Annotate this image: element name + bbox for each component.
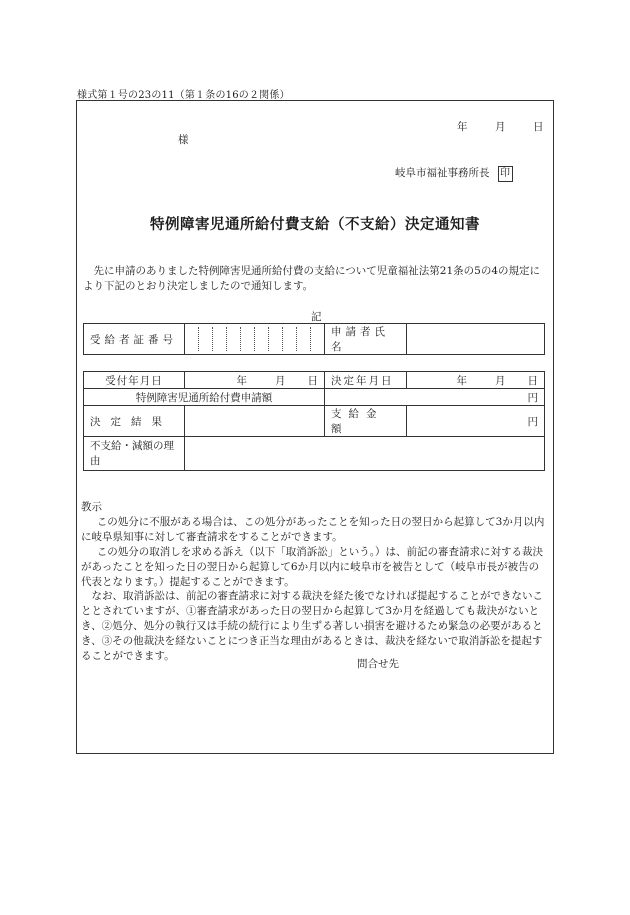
received-day: 日 [307,374,318,387]
recipient-number-field[interactable] [185,324,325,355]
date-month: 月 [495,121,506,133]
recipient-number-label: 受給者証番号 [84,324,185,355]
decision-year: 年 [456,374,467,387]
ki-heading: 記 [311,311,322,323]
received-date-label: 受付年月日 [84,372,185,389]
claim-amount-label: 特例障害児通所給付費申請額 [84,389,325,406]
payment-amount-label: 支給金額 [325,406,407,437]
date-year: 年 [457,121,468,133]
decision-table [83,371,545,471]
notice-heading: 教示 [81,501,102,513]
recipient-table [83,323,545,355]
decision-month: 月 [495,374,506,387]
result-field[interactable] [185,406,325,437]
form-reference: 様式第１号の23の11（第１条の16の２関係） [77,90,290,101]
decision-day: 日 [527,374,538,387]
received-year: 年 [236,374,247,387]
recipient-number-boxes [185,327,324,351]
seal-mark: 印 [498,166,513,182]
decision-date-field[interactable] [407,372,545,389]
issuer-name: 岐阜市福祉事務所長 [395,167,490,179]
result-label: 決定結果 [84,406,185,437]
addressee-suffix: 様 [178,134,189,146]
notice-paragraph-3: なお、取消訴訟は、前記の審査請求に対する裁決を経た後でなければ提起することができないこととされていますが、①審査請求があった日の翌日から起算して3か月を経過しても裁決がないとき、②処分、処分の執行又は手続の続行により生ずる著しい損害を避けるため緊急の必要があるとき、③その他裁決を経ないことにつき正当な理由があるときは、裁決を経ないで取消訴訟を提起することができます。 [81,590,543,662]
payment-yen-unit: 円 [527,415,538,428]
reason-label: 不支給・減額の理由 [84,437,185,471]
claim-yen-unit: 円 [527,391,538,404]
reason-field[interactable] [185,437,545,471]
notice-paragraph-1: この処分に不服がある場合は、この処分があったことを知った日の翌日から起算して3か月以内に岐阜県知事に対して審査請求をすることができます。 [81,516,545,543]
document-title: 特例障害児通所給付費支給（不支給）決定通知書 [150,216,480,233]
issuer-line [395,165,513,182]
claim-amount-field[interactable] [325,389,545,406]
applicant-name-label: 申請者氏名 [325,324,407,355]
received-month: 月 [275,374,286,387]
applicant-name-field[interactable] [407,324,545,355]
notice-paragraph-2: この処分の取消しを求める訴え（以下「取消訴訟」という。）は、前記の審査請求に対する裁決があったことを知った日の翌日から起算して6か月以内に岐阜市を被告として（岐阜市長が被告の代表となります。）提起することができます。 [81,546,543,588]
received-date-field[interactable] [185,372,325,389]
intro-paragraph: 先に申請のありました特例障害児通所給付費の支給について児童福祉法第21条の5の4の規定により下記のとおり決定しましたので通知します。 [83,265,541,292]
decision-date-label: 決定年月日 [325,372,407,389]
payment-amount-field[interactable] [407,406,545,437]
issue-date [457,119,547,133]
contact-label: 問合せ先 [357,658,399,670]
notice-form [76,100,554,754]
date-day: 日 [533,121,544,133]
